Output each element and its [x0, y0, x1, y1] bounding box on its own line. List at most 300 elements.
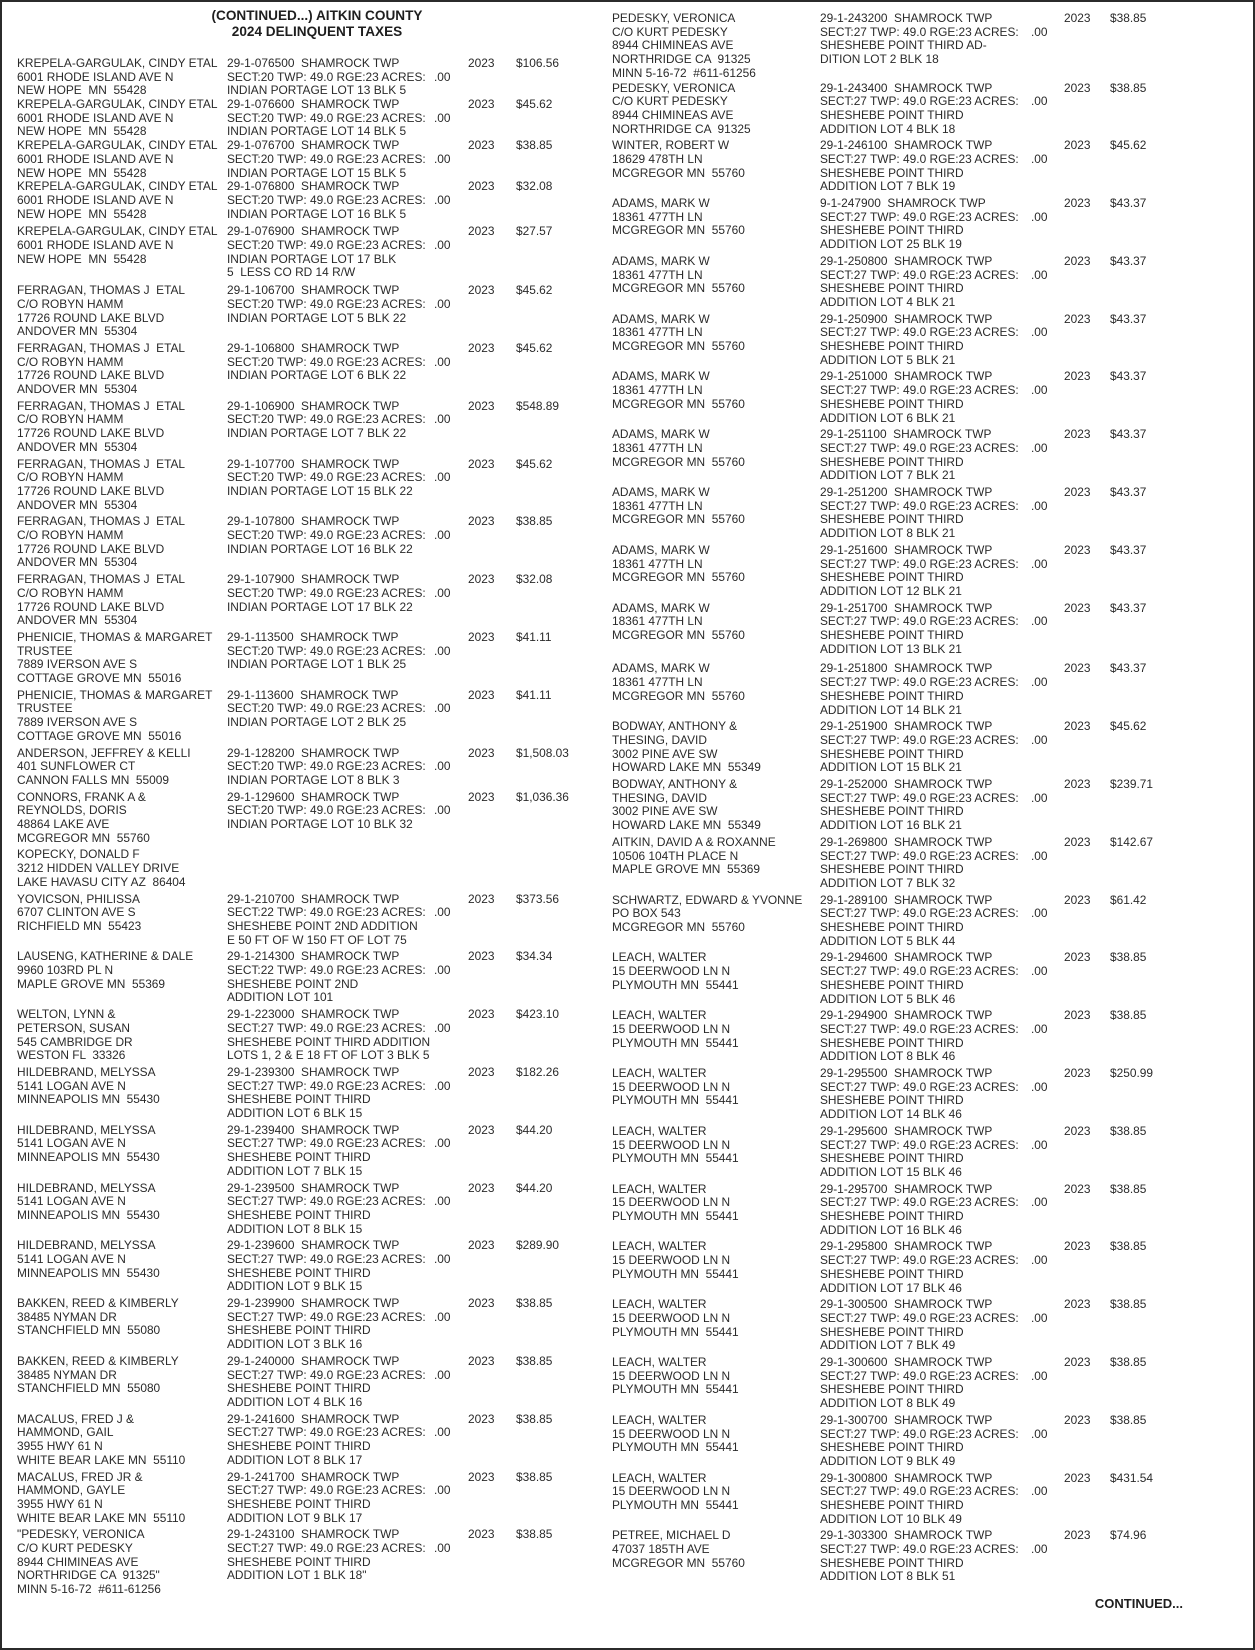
continued-label: CONTINUED...: [1094, 1596, 1183, 1611]
parcel-number: 29-1-243200 SHAMROCK TWP: [820, 11, 993, 25]
parcel-number: 29-1-241700 SHAMROCK TWP: [227, 1469, 400, 1484]
tax-year: 2023: [1064, 138, 1091, 153]
amount-due: $43.37: [1110, 311, 1147, 326]
owner-address-line: PLYMOUTH MN 55441: [612, 1498, 739, 1512]
owner-address-line: NEW HOPE MN 55428: [17, 124, 147, 139]
left-listing-column: [17, 57, 607, 1597]
parcel-number: 29-1-106900 SHAMROCK TWP: [227, 398, 400, 413]
tax-year: 2023: [468, 949, 495, 964]
amount-due: $34.34: [516, 949, 553, 964]
legal-description-line: SHESHEBE POINT THIRD: [227, 1092, 371, 1107]
tax-year: 2023: [468, 1180, 495, 1195]
legal-description-line: ADDITION LOT 8 BLK 49: [820, 1396, 956, 1411]
parcel-number: 29-1-129600 SHAMROCK TWP: [227, 789, 400, 804]
amount-due: $423.10: [516, 1007, 559, 1022]
legal-description: [820, 662, 1019, 717]
parcel-number: 29-1-239300 SHAMROCK TWP: [227, 1064, 400, 1079]
owner-name-address: [17, 284, 185, 339]
acres-value: .00: [1031, 1484, 1048, 1499]
owner-name: "PEDESKY, VERONICA: [17, 1527, 145, 1542]
owner-address-line: 5141 LOGAN AVE N: [17, 1194, 126, 1209]
owner-name: LEACH, WALTER: [612, 1123, 707, 1138]
tax-year: 2023: [468, 1353, 495, 1368]
amount-due: $43.37: [1110, 427, 1147, 442]
owner-address-line: PLYMOUTH MN 55441: [612, 1209, 739, 1224]
page-title: [172, 8, 462, 39]
parcel-number: 29-1-113600 SHAMROCK TWP: [227, 687, 399, 702]
legal-description-line: SHESHEBE POINT THIRD: [820, 396, 964, 411]
owner-name-address: [17, 950, 193, 991]
amount-due: $38.85: [1110, 1181, 1147, 1196]
legal-description-line: SHESHEBE POINT THIRD: [227, 1150, 371, 1165]
owner-address-line: WHITE BEAR LAKE MN 55110: [17, 1452, 186, 1467]
owner-name-address: [17, 57, 217, 98]
owner-address-line: MCGREGOR MN 55760: [17, 830, 150, 845]
acres-value: .00: [1031, 964, 1048, 979]
acres-value: .00: [1031, 209, 1048, 224]
parcel-number: 29-1-250800 SHAMROCK TWP: [820, 253, 993, 268]
amount-due: $38.85: [1110, 1123, 1147, 1138]
owner-name: KOPECKY, DONALD F: [17, 847, 140, 862]
legal-description-line: SECT:20 TWP: 49.0 RGE:23 ACRES:: [227, 759, 426, 774]
legal-description: [820, 12, 1019, 67]
acres-value: .00: [434, 151, 451, 166]
acres-value: .00: [434, 643, 451, 658]
owner-name: WELTON, LYNN &: [17, 1007, 116, 1022]
tax-listing-record: [17, 57, 607, 98]
legal-description-line: SHESHEBE POINT THIRD: [820, 223, 964, 238]
amount-due: $38.85: [516, 1469, 553, 1484]
amount-due: $45.62: [516, 456, 553, 471]
tax-year: 2023: [1064, 485, 1091, 500]
legal-description-line: INDIAN PORTAGE LOT 6 BLK 22: [227, 368, 407, 383]
owner-name: KREPELA-GARGULAK, CINDY ETAL: [17, 97, 218, 112]
legal-description-line: SECT:27 TWP: 49.0 RGE:23 ACRES:: [820, 498, 1019, 513]
legal-description-line: SECT:27 TWP: 49.0 RGE:23 ACRES:: [820, 675, 1019, 690]
tax-year: 2023: [1064, 196, 1091, 211]
owner-name: LEACH, WALTER: [612, 1066, 707, 1081]
legal-description: [227, 458, 426, 499]
owner-name-address: [612, 1067, 739, 1108]
amount-due: $106.56: [516, 56, 559, 70]
tax-listing-record: [17, 180, 607, 221]
tax-year: 2023: [1064, 1123, 1091, 1138]
parcel-number: 29-1-239500 SHAMROCK TWP: [227, 1180, 400, 1195]
tax-year: 2023: [468, 179, 495, 194]
legal-description-line: ADDITION LOT 4 BLK 18: [820, 121, 956, 136]
legal-description-line: SHESHEBE POINT THIRD: [820, 1266, 964, 1281]
amount-due: $289.90: [516, 1238, 559, 1253]
owner-name: LEACH, WALTER: [612, 1239, 707, 1254]
tax-year: 2023: [468, 629, 495, 644]
owner-address-line: PLYMOUTH MN 55441: [612, 1266, 739, 1281]
owner-name-address: [612, 1298, 739, 1339]
owner-name-address: [612, 951, 739, 992]
acres-value: .00: [1031, 1310, 1048, 1325]
owner-address-line: ANDOVER MN 55304: [17, 555, 138, 570]
tax-year: 2023: [1064, 369, 1091, 384]
legal-description-line: SECT:27 TWP: 49.0 RGE:23 ACRES:: [820, 1195, 1019, 1210]
owner-name: LEACH, WALTER: [612, 1297, 707, 1312]
owner-name: ADAMS, MARK W: [612, 661, 710, 676]
owner-address-line: ANDOVER MN 55304: [17, 497, 138, 512]
tax-listing-record: [17, 848, 607, 889]
legal-description-line: SHESHEBE POINT THIRD: [820, 1498, 964, 1512]
legal-description-line: SECT:27 TWP: 49.0 RGE:23 ACRES:: [820, 556, 1019, 571]
owner-name-address: [17, 342, 185, 397]
parcel-number: 29-1-239900 SHAMROCK TWP: [227, 1296, 400, 1311]
acres-value: .00: [1031, 1137, 1048, 1152]
owner-address-line: 18629 478TH LN: [612, 151, 703, 166]
owner-name-address: [17, 1355, 179, 1396]
amount-due: $38.85: [1110, 1412, 1147, 1427]
parcel-number: 29-1-251200 SHAMROCK TWP: [820, 485, 993, 500]
owner-address-line: MCGREGOR MN 55760: [612, 628, 745, 643]
owner-address-line: 17726 ROUND LAKE BLVD: [17, 541, 165, 556]
owner-name: FERRAGAN, THOMAS J ETAL: [17, 572, 186, 587]
amount-due: $61.42: [1110, 892, 1147, 907]
owner-name: MACALUS, FRED JR &: [17, 1469, 143, 1484]
owner-name-address: [612, 1125, 739, 1166]
owner-address-line: 17726 ROUND LAKE BLVD: [17, 483, 165, 498]
owner-address-line: MAPLE GROVE MN 55369: [17, 976, 166, 991]
owner-address-line: 5141 LOGAN AVE N: [17, 1136, 126, 1151]
legal-description-line: SECT:20 TWP: 49.0 RGE:23 ACRES:: [227, 296, 426, 311]
tax-listing-record: [17, 1182, 607, 1237]
owner-name-address: [17, 573, 185, 628]
amount-due: $250.99: [1110, 1066, 1153, 1081]
legal-description-line: SECT:27 TWP: 49.0 RGE:23 ACRES:: [820, 614, 1019, 629]
owner-name: BAKKEN, REED & KIMBERLY: [17, 1296, 179, 1311]
owner-name: LEACH, WALTER: [612, 1412, 707, 1427]
legal-description-line: INDIAN PORTAGE LOT 17 BLK: [227, 251, 397, 266]
legal-description-line: SECT:20 TWP: 49.0 RGE:23 ACRES:: [227, 354, 426, 369]
tax-listing-record: [17, 689, 607, 744]
legal-description-line: SECT:27 TWP: 49.0 RGE:23 ACRES:: [227, 1194, 426, 1209]
owner-address-line: MCGREGOR MN 55760: [612, 454, 745, 469]
amount-due: $1,036.36: [516, 789, 569, 804]
owner-address-line: MINNEAPOLIS MN 55430: [17, 1265, 160, 1280]
tax-year: 2023: [468, 687, 495, 702]
tax-year: 2023: [1064, 11, 1091, 25]
amount-due: $38.85: [1110, 1297, 1147, 1312]
legal-description-line: INDIAN PORTAGE LOT 13 BLK 5: [227, 83, 407, 98]
owner-name: PEDESKY, VERONICA: [612, 11, 736, 25]
legal-description: [227, 573, 426, 614]
acres-value: .00: [1031, 1426, 1048, 1441]
legal-description: [227, 1124, 426, 1179]
tax-listing-record: [612, 1414, 1252, 1469]
owner-name-address: [17, 1239, 160, 1280]
legal-description: [820, 1009, 1019, 1064]
acres-value: .00: [1031, 94, 1048, 109]
amount-due: $1,508.03: [516, 745, 569, 760]
legal-description-line: 5 LESS CO RD 14 R/W: [227, 265, 356, 280]
parcel-number: 29-1-300700 SHAMROCK TWP: [820, 1412, 993, 1427]
owner-address-line: 18361 477TH LN: [612, 440, 703, 455]
tax-year: 2023: [1064, 1297, 1091, 1312]
tax-listing-record: [612, 197, 1252, 252]
acres-value: .00: [434, 1309, 451, 1324]
tax-year: 2023: [468, 1411, 495, 1426]
legal-description: [227, 791, 426, 832]
legal-description: [820, 1240, 1019, 1295]
owner-address-line: WESTON FL 33326: [17, 1048, 126, 1063]
owner-name-address: [612, 1472, 739, 1513]
legal-description-line: SHESHEBE POINT THIRD: [820, 804, 964, 819]
acres-value: .00: [434, 803, 451, 818]
owner-name: ADAMS, MARK W: [612, 427, 710, 442]
legal-description-line: INDIAN PORTAGE LOT 16 BLK 5: [227, 206, 407, 221]
legal-description-line: ADDITION LOT 8 BLK 51: [820, 1569, 956, 1584]
tax-listing-record: [612, 82, 1252, 137]
tax-year: 2023: [1064, 427, 1091, 442]
owner-name-address: [17, 139, 217, 180]
legal-description-line: SHESHEBE POINT THIRD: [820, 281, 964, 296]
acres-value: .00: [434, 296, 451, 311]
tax-listing-record: [612, 951, 1252, 1006]
parcel-number: 29-1-251900 SHAMROCK TWP: [820, 719, 993, 734]
amount-due: $44.20: [516, 1122, 553, 1137]
owner-name: HILDEBRAND, MELYSSA: [17, 1180, 156, 1195]
legal-description-line: ADDITION LOT 5 BLK 46: [820, 991, 956, 1006]
acres-value: .00: [1031, 383, 1048, 398]
legal-description-line: SECT:27 TWP: 49.0 RGE:23 ACRES:: [820, 906, 1019, 921]
legal-description-line: SHESHEBE POINT 2ND ADDITION: [227, 918, 418, 933]
acres-value: .00: [434, 354, 451, 369]
owner-address-line: 5141 LOGAN AVE N: [17, 1078, 126, 1093]
legal-description-line: SHESHEBE POINT THIRD: [227, 1439, 371, 1454]
legal-description: [227, 400, 426, 441]
legal-description-line: SECT:27 TWP: 49.0 RGE:23 ACRES:: [820, 1542, 1019, 1557]
owner-name: PETREE, MICHAEL D: [612, 1528, 731, 1543]
legal-description: [227, 950, 426, 1005]
amount-due: $38.85: [1110, 1239, 1147, 1254]
acres-value: .00: [1031, 906, 1048, 921]
owner-address-line: MCGREGOR MN 55760: [612, 165, 745, 180]
legal-description: [227, 1066, 426, 1121]
parcel-number: 29-1-076600 SHAMROCK TWP: [227, 97, 400, 112]
owner-name-address: [17, 1124, 160, 1165]
owner-address-line: HAMMOND, GAYLE: [17, 1483, 126, 1498]
owner-address-line: 18361 477TH LN: [612, 556, 703, 571]
legal-description-line: SECT:27 TWP: 49.0 RGE:23 ACRES:: [820, 848, 1019, 863]
tax-year: 2023: [1064, 719, 1091, 734]
tax-listing-record: [612, 12, 1252, 81]
owner-address-line: MCGREGOR MN 55760: [612, 688, 745, 703]
legal-description: [227, 1182, 426, 1237]
tax-year: 2023: [1064, 600, 1091, 615]
owner-address-line: MINN 5-16-72 #611-61256: [17, 1582, 161, 1597]
tax-listing-record: [17, 1008, 607, 1063]
owner-address-line: COTTAGE GROVE MN 55016: [17, 671, 182, 686]
owner-address-line: 38485 NYMAN DR: [17, 1309, 117, 1324]
legal-description-line: SECT:27 TWP: 49.0 RGE:23 ACRES:: [820, 732, 1019, 747]
tax-year: 2023: [1064, 1412, 1091, 1427]
tax-year: 2023: [468, 1296, 495, 1311]
owner-name: WINTER, ROBERT W: [612, 138, 730, 153]
tax-year: 2023: [468, 891, 495, 906]
acres-value: .00: [1031, 790, 1048, 805]
legal-description-line: SHESHEBE POINT THIRD: [820, 1440, 964, 1455]
legal-description-line: SHESHEBE POINT THIRD: [820, 688, 964, 703]
title-line-2: 2024 DELINQUENT TAXES: [231, 23, 403, 39]
parcel-number: 29-1-076900 SHAMROCK TWP: [227, 224, 400, 239]
owner-address-line: PLYMOUTH MN 55441: [612, 1382, 739, 1397]
legal-description: [227, 284, 426, 325]
owner-address-line: PO BOX 543: [612, 906, 681, 921]
legal-description: [820, 197, 1019, 252]
parcel-number: 29-1-294600 SHAMROCK TWP: [820, 950, 993, 965]
owner-name-address: [612, 82, 751, 137]
owner-address-line: 7889 IVERSON AVE S: [17, 657, 138, 672]
owner-address-line: 8944 CHIMINEAS AVE: [17, 1554, 139, 1569]
legal-description-line: SHESHEBE POINT THIRD: [227, 1207, 371, 1222]
owner-name-address: [612, 255, 745, 296]
legal-description-line: ADDITION LOT 16 BLK 46: [820, 1222, 962, 1237]
owner-address-line: 18361 477TH LN: [612, 498, 703, 513]
legal-description: [227, 1413, 426, 1468]
acres-value: .00: [1031, 732, 1048, 747]
legal-description-line: ADDITION LOT 17 BLK 46: [820, 1280, 962, 1295]
legal-description-line: ADDITION LOT 6 BLK 15: [227, 1105, 363, 1120]
legal-description-line: INDIAN PORTAGE LOT 14 BLK 5: [227, 124, 407, 139]
owner-name-address: [612, 1240, 739, 1281]
parcel-number: 29-1-250900 SHAMROCK TWP: [820, 311, 993, 326]
acres-value: .00: [1031, 614, 1048, 629]
amount-due: $182.26: [516, 1064, 559, 1079]
owner-name-address: [17, 848, 186, 889]
legal-description-line: SHESHEBE POINT THIRD: [820, 920, 964, 935]
legal-description: [820, 139, 1019, 194]
legal-description-line: SHESHEBE POINT THIRD: [227, 1265, 371, 1280]
tax-listing-record: [17, 1066, 607, 1121]
legal-description: [820, 602, 1019, 657]
legal-description-line: SHESHEBE POINT THIRD: [820, 512, 964, 527]
owner-name-address: [17, 1066, 160, 1107]
acres-value: .00: [434, 963, 451, 978]
legal-description-line: E 50 FT OF W 150 FT OF LOT 75: [227, 932, 407, 947]
legal-description: [227, 631, 426, 672]
legal-description: [227, 747, 426, 788]
owner-name-address: [17, 1413, 185, 1468]
legal-description: [227, 139, 426, 180]
legal-description-line: SECT:27 TWP: 49.0 RGE:23 ACRES:: [820, 1079, 1019, 1094]
legal-description-line: SECT:27 TWP: 49.0 RGE:23 ACRES:: [227, 1136, 426, 1151]
owner-address-line: C/O KURT PEDESKY: [17, 1540, 133, 1555]
legal-description-line: ADDITION LOT 1 BLK 18": [227, 1568, 367, 1583]
legal-description-line: SECT:27 TWP: 49.0 RGE:23 ACRES:: [227, 1078, 426, 1093]
owner-address-line: HOWARD LAKE MN 55349: [612, 818, 761, 833]
tax-listing-record: [17, 515, 607, 570]
parcel-number: 29-1-246100 SHAMROCK TWP: [820, 138, 993, 153]
legal-description: [227, 893, 426, 948]
owner-name: KREPELA-GARGULAK, CINDY ETAL: [17, 56, 218, 70]
amount-due: $43.37: [1110, 542, 1147, 557]
owner-address-line: 17726 ROUND LAKE BLVD: [17, 368, 165, 383]
legal-description-line: SECT:27 TWP: 49.0 RGE:23 ACRES:: [820, 1253, 1019, 1268]
owner-name-address: [612, 1183, 739, 1224]
owner-address-line: PLYMOUTH MN 55441: [612, 1440, 739, 1455]
legal-description: [227, 342, 426, 383]
legal-description-line: SHESHEBE POINT THIRD ADDITION: [227, 1034, 431, 1049]
acres-value: .00: [1031, 1253, 1048, 1268]
legal-description-line: SHESHEBE POINT THIRD: [820, 107, 964, 122]
tax-listing-record: [17, 747, 607, 788]
legal-description-line: ADDITION LOT 25 BLK 19: [820, 237, 962, 252]
owner-address-line: TRUSTEE: [17, 701, 73, 716]
parcel-number: 29-1-107900 SHAMROCK TWP: [227, 572, 400, 587]
legal-description-line: SHESHEBE POINT THIRD: [227, 1323, 371, 1338]
legal-description-line: INDIAN PORTAGE LOT 5 BLK 22: [227, 310, 407, 325]
legal-description: [820, 1414, 1019, 1469]
acres-value: .00: [434, 1078, 451, 1093]
acres-value: .00: [1031, 1195, 1048, 1210]
owner-address-line: C/O ROBYN HAMM: [17, 354, 124, 369]
legal-description-line: SECT:27 TWP: 49.0 RGE:23 ACRES:: [227, 1425, 426, 1440]
legal-description: [820, 255, 1019, 310]
amount-due: $43.37: [1110, 600, 1147, 615]
legal-description-line: SECT:27 TWP: 49.0 RGE:23 ACRES:: [227, 1483, 426, 1498]
owner-name-address: [612, 428, 745, 469]
parcel-number: 29-1-300600 SHAMROCK TWP: [820, 1355, 993, 1370]
acres-value: .00: [434, 701, 451, 716]
amount-due: $43.37: [1110, 196, 1147, 211]
owner-address-line: HOWARD LAKE MN 55349: [612, 760, 761, 775]
acres-value: .00: [434, 192, 451, 207]
legal-description-line: SECT:27 TWP: 49.0 RGE:23 ACRES:: [820, 1368, 1019, 1383]
legal-description-line: ADDITION LOT 14 BLK 46: [820, 1107, 962, 1122]
owner-address-line: 5141 LOGAN AVE N: [17, 1252, 126, 1266]
parcel-number: 29-1-251700 SHAMROCK TWP: [820, 600, 993, 615]
legal-description: [820, 82, 1019, 137]
acres-value: .00: [434, 905, 451, 920]
owner-name-address: [612, 12, 756, 80]
legal-description-line: SECT:27 TWP: 49.0 RGE:23 ACRES:: [820, 151, 1019, 166]
legal-description-line: ADDITION LOT 8 BLK 17: [227, 1452, 363, 1467]
owner-address-line: C/O ROBYN HAMM: [17, 585, 124, 600]
acres-value: .00: [434, 110, 451, 125]
owner-address-line: C/O KURT PEDESKY: [612, 94, 728, 109]
parcel-number: 29-1-251800 SHAMROCK TWP: [820, 661, 993, 676]
acres-value: .00: [434, 1540, 451, 1555]
legal-description-line: SECT:27 TWP: 49.0 RGE:23 ACRES:: [820, 790, 1019, 805]
legal-description-line: INDIAN PORTAGE LOT 1 BLK 25: [227, 657, 407, 672]
owner-name-address: [612, 544, 745, 585]
legal-description-line: SHESHEBE POINT THIRD: [820, 862, 964, 877]
legal-description-line: ADDITION LOT 101: [227, 990, 334, 1005]
owner-name-address: [612, 836, 776, 877]
legal-description-line: ADDITION LOT 8 BLK 15: [227, 1221, 363, 1236]
owner-name: ADAMS, MARK W: [612, 369, 710, 384]
legal-description-line: INDIAN PORTAGE LOT 8 BLK 3: [227, 772, 400, 787]
tax-year: 2023: [468, 514, 495, 529]
acres-value: .00: [434, 1020, 451, 1035]
acres-value: .00: [434, 1194, 451, 1209]
acres-value: .00: [434, 412, 451, 427]
parcel-number: 29-1-076700 SHAMROCK TWP: [227, 138, 400, 153]
owner-name: SCHWARTZ, EDWARD & YVONNE: [612, 892, 803, 907]
legal-description: [227, 225, 426, 280]
amount-due: $38.85: [1110, 1355, 1147, 1370]
tax-listing-record: [17, 98, 607, 139]
owner-name: BAKKEN, REED & KIMBERLY: [17, 1353, 179, 1368]
owner-address-line: NEW HOPE MN 55428: [17, 251, 147, 266]
acres-value: .00: [1031, 1542, 1048, 1557]
tax-year: 2023: [1064, 253, 1091, 268]
parcel-number: 29-1-223000 SHAMROCK TWP: [227, 1007, 400, 1022]
legal-description-line: DITION LOT 2 BLK 18: [820, 52, 939, 67]
